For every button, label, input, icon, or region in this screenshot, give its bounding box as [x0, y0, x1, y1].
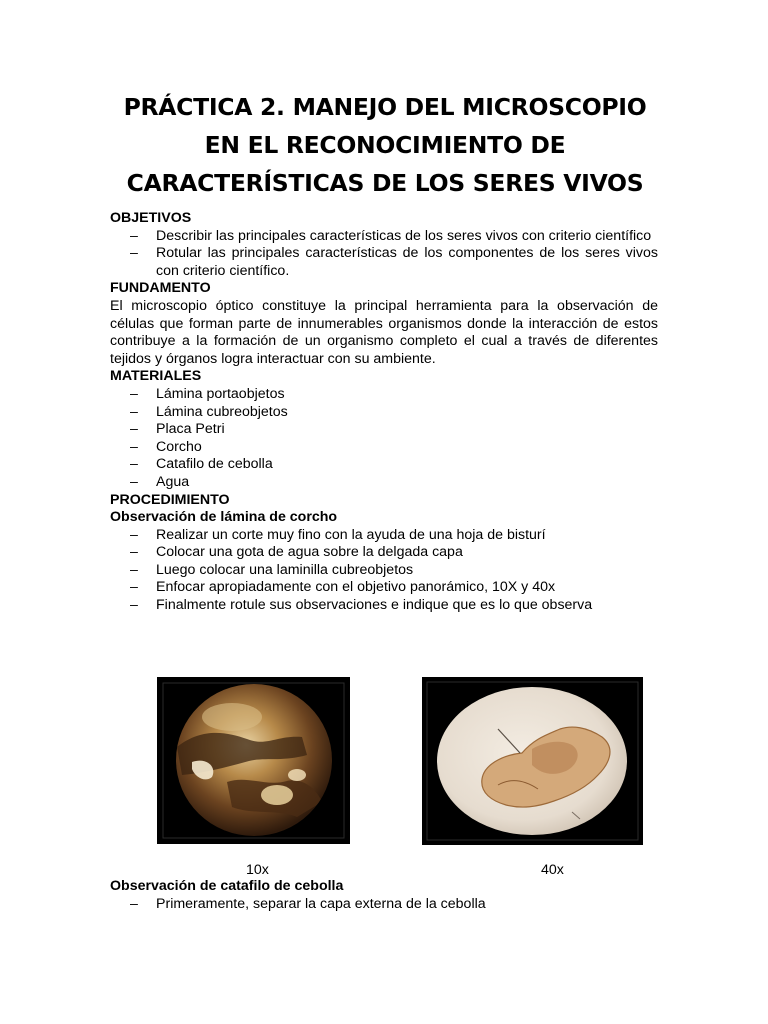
subheading-cebolla: Observación de catafilo de cebolla — [110, 878, 344, 894]
list-item: – Primeramente, separar la capa externa de la cebolla — [110, 896, 658, 914]
caption-40x: 40x — [541, 862, 564, 878]
section-heading-fundamento: FUNDAMENTO — [110, 280, 211, 297]
list-item: – Catafilo de cebolla — [110, 456, 658, 474]
subheading-corcho: Observación de lámina de corcho — [110, 509, 338, 526]
list-item: – Describir las principales características de los seres vivos con criterio científico — [110, 228, 658, 246]
list-item: – Lámina cubreobjetos — [110, 404, 658, 422]
list-item: – Lámina portaobjetos — [110, 386, 658, 404]
title-line: CARACTERÍSTICAS DE LOS SERES VIVOS — [126, 169, 644, 197]
caption-10x: 10x — [246, 862, 269, 878]
list-item: – Luego colocar una laminilla cubreobjetos — [110, 562, 658, 580]
micrograph-40x — [422, 677, 643, 845]
list-item: – Corcho — [110, 439, 658, 457]
section-heading-procedimiento: PROCEDIMIENTO — [110, 491, 230, 508]
list-item: – Placa Petri — [110, 421, 658, 439]
micrograph-40x-image — [422, 677, 643, 845]
document-body — [110, 210, 658, 615]
list-item: – Enfocar apropiadamente con el objetivo panorámico, 10X y 40x — [110, 579, 658, 597]
micrograph-10x — [157, 677, 350, 844]
title-line: EN EL RECONOCIMIENTO DE — [204, 131, 566, 159]
list-item: – Rotular las principales características de los componentes de los seres vivos con criterio científico. — [110, 245, 658, 280]
title-line: PRÁCTICA 2. MANEJO DEL MICROSCOPIO — [123, 93, 647, 121]
section-heading-materiales: MATERIALES — [110, 368, 202, 385]
section-heading-objetivos: OBJETIVOS — [110, 210, 192, 226]
list-item: – Colocar una gota de agua sobre la delgada capa — [110, 544, 658, 562]
list-item: – Realizar un corte muy fino con la ayuda de una hoja de bisturí — [110, 527, 658, 545]
fundamento-paragraph: El microscopio óptico constituye la principal herramienta para la observación de células que forman parte de innumerables organismos donde la interacción de estos contribuye a la formación de un organismo completo el cual a través de diferentes tejidos y órganos logra interactuar con su ambiente. — [110, 297, 658, 367]
page-title — [100, 88, 670, 202]
document-body-continued — [110, 878, 658, 913]
list-item: – Finalmente rotule sus observaciones e indique que es lo que observa — [110, 597, 658, 615]
micrograph-10x-image — [157, 677, 350, 844]
list-item: – Agua — [110, 474, 658, 492]
